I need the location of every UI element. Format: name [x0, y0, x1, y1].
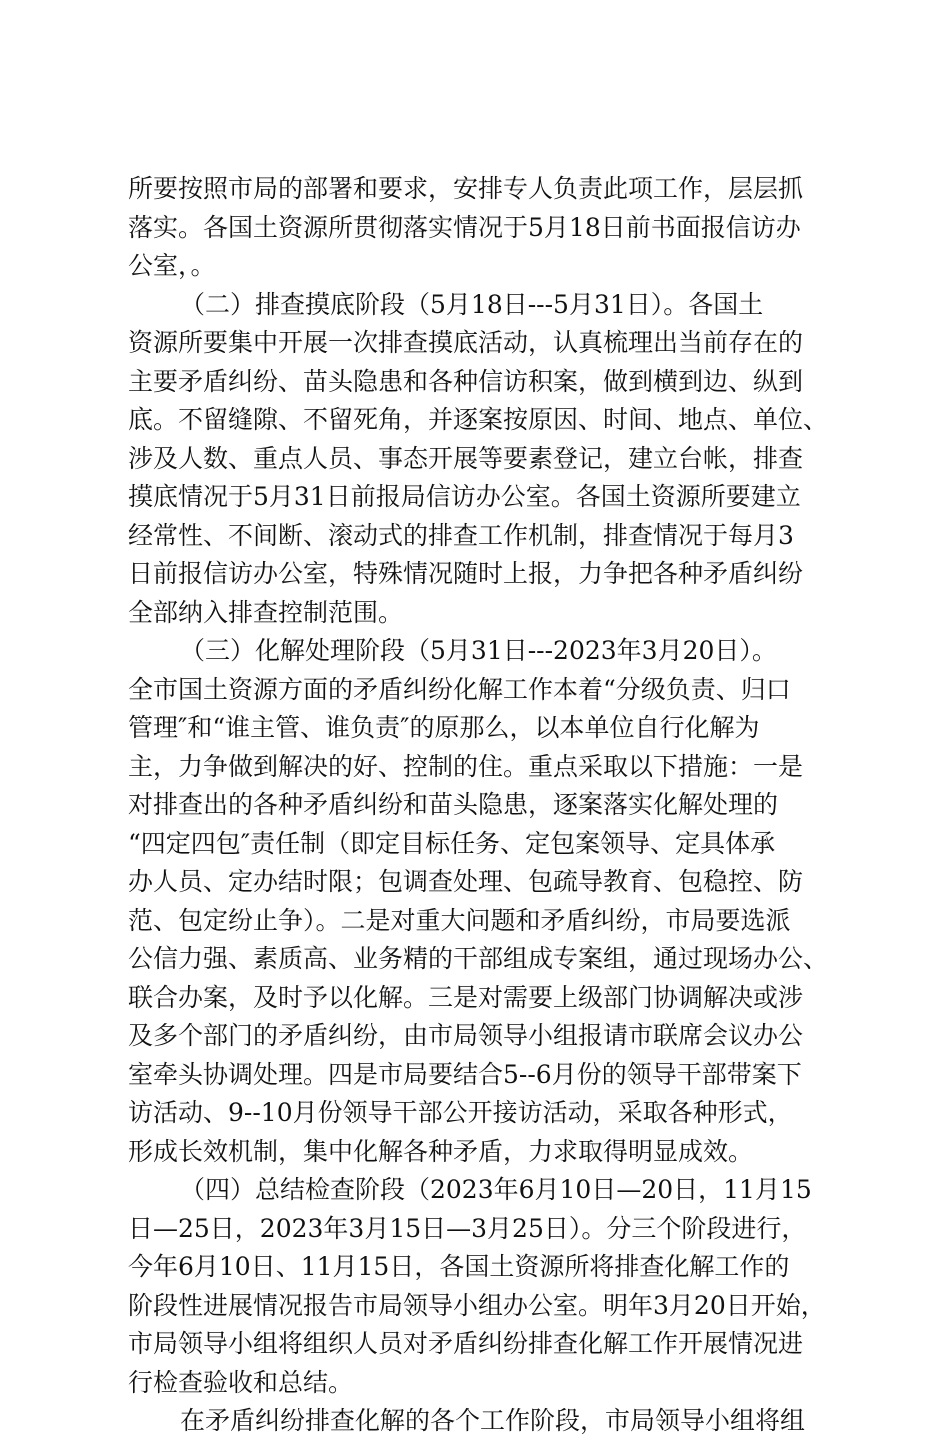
text-line: 阶段性进展情况报告市局领导小组办公室。明年3月20日开始，: [128, 1290, 826, 1320]
text-line: 公室，。: [128, 251, 216, 280]
text-line: 主，力争做到解决的好、控制的住。重点采取以下措施：一是: [128, 751, 804, 781]
text-line: 摸底情况于5月31日前报局信访办公室。各国土资源所要建立: [128, 482, 801, 511]
text-line: 底。不留缝隙、不留死角，并逐案按原因、时间、地点、单位、: [128, 405, 829, 434]
text-line: “四定四包″责任制（即定目标任务、定包案领导、定具体承: [128, 828, 776, 858]
paragraph-first-line: （三）化解处理阶段（5月31日---2023年3月20日）。: [180, 636, 777, 665]
text-line: 对排查出的各种矛盾纠纷和苗头隐患，逐案落实化解处理的: [128, 790, 779, 819]
text-line: 主要矛盾纠纷、苗头隐患和各种信访积案，做到横到边、纵到: [128, 366, 804, 396]
text-line: 今年6月10日、11月15日，各国土资源所将排查化解工作的: [128, 1252, 790, 1281]
text-line: 涉及人数、重点人员、事态开展等要素登记，建立台帐，排查: [128, 443, 804, 473]
text-line: 范、包定纷止争）。二是对重大问题和矛盾纠纷，市局要选派: [128, 905, 791, 935]
text-line: 管理″和“谁主管、谁负责″的原那么，以本单位自行化解为: [128, 713, 760, 742]
text-line: 行检查验收和总结。: [128, 1367, 354, 1397]
text-line: 及多个部门的矛盾纠纷，由市局领导小组报请市联席会议办公: [128, 1021, 804, 1050]
text-line: 联合办案，及时予以化解。三是对需要上级部门协调解决或涉: [128, 982, 804, 1012]
paragraph-first-line: （二）排查摸底阶段（5月18日---5月31日）。各国土: [180, 289, 764, 319]
text-line: 全部纳入排查控制范围。: [128, 597, 404, 627]
text-line: 资源所要集中开展一次排查摸底活动，认真梳理出当前存在的: [128, 328, 804, 357]
text-line: 落实。各国土资源所贯彻落实情况于5月18日前书面报信访办: [128, 212, 801, 242]
text-line: 全市国土资源方面的矛盾纠纷化解工作本着“分级负责、归口: [128, 674, 791, 704]
text-line: 访活动、9--10月份领导干部公开接访活动，采取各种形式，: [128, 1098, 793, 1127]
document-body: [128, 170, 828, 1441]
text-line: 日—25日，2023年3月15日—3月25日）。分三个阶段进行，: [128, 1213, 807, 1243]
text-line: 办人员、定办结时限；包调查处理、包疏导教育、包稳控、防: [128, 867, 804, 896]
text-line: 所要按照市局的部署和要求，安排专人负责此项工作，层层抓: [128, 174, 804, 203]
text-line: 公信力强、素质高、业务精的干部组成专案组，通过现场办公、: [128, 944, 829, 973]
text-line: 形成长效机制，集中化解各种矛盾，力求取得明显成效。: [128, 1136, 754, 1166]
paragraph-first-line: 在矛盾纠纷排查化解的各个工作阶段，市局领导小组将组: [180, 1406, 806, 1435]
text-line: 经常性、不间断、滚动式的排查工作机制，排查情况于每月3: [128, 520, 794, 550]
text-line: 日前报信访办公室，特殊情况随时上报，力争把各种矛盾纠纷: [128, 559, 804, 588]
paragraph-first-line: （四）总结检查阶段（2023年6月10日—20日，11月15: [180, 1175, 812, 1204]
text-line: 市局领导小组将组织人员对矛盾纠纷排查化解工作开展情况进: [128, 1329, 804, 1358]
text-line: 室牵头协调处理。四是市局要结合5--6月份的领导干部带案下: [128, 1059, 802, 1089]
